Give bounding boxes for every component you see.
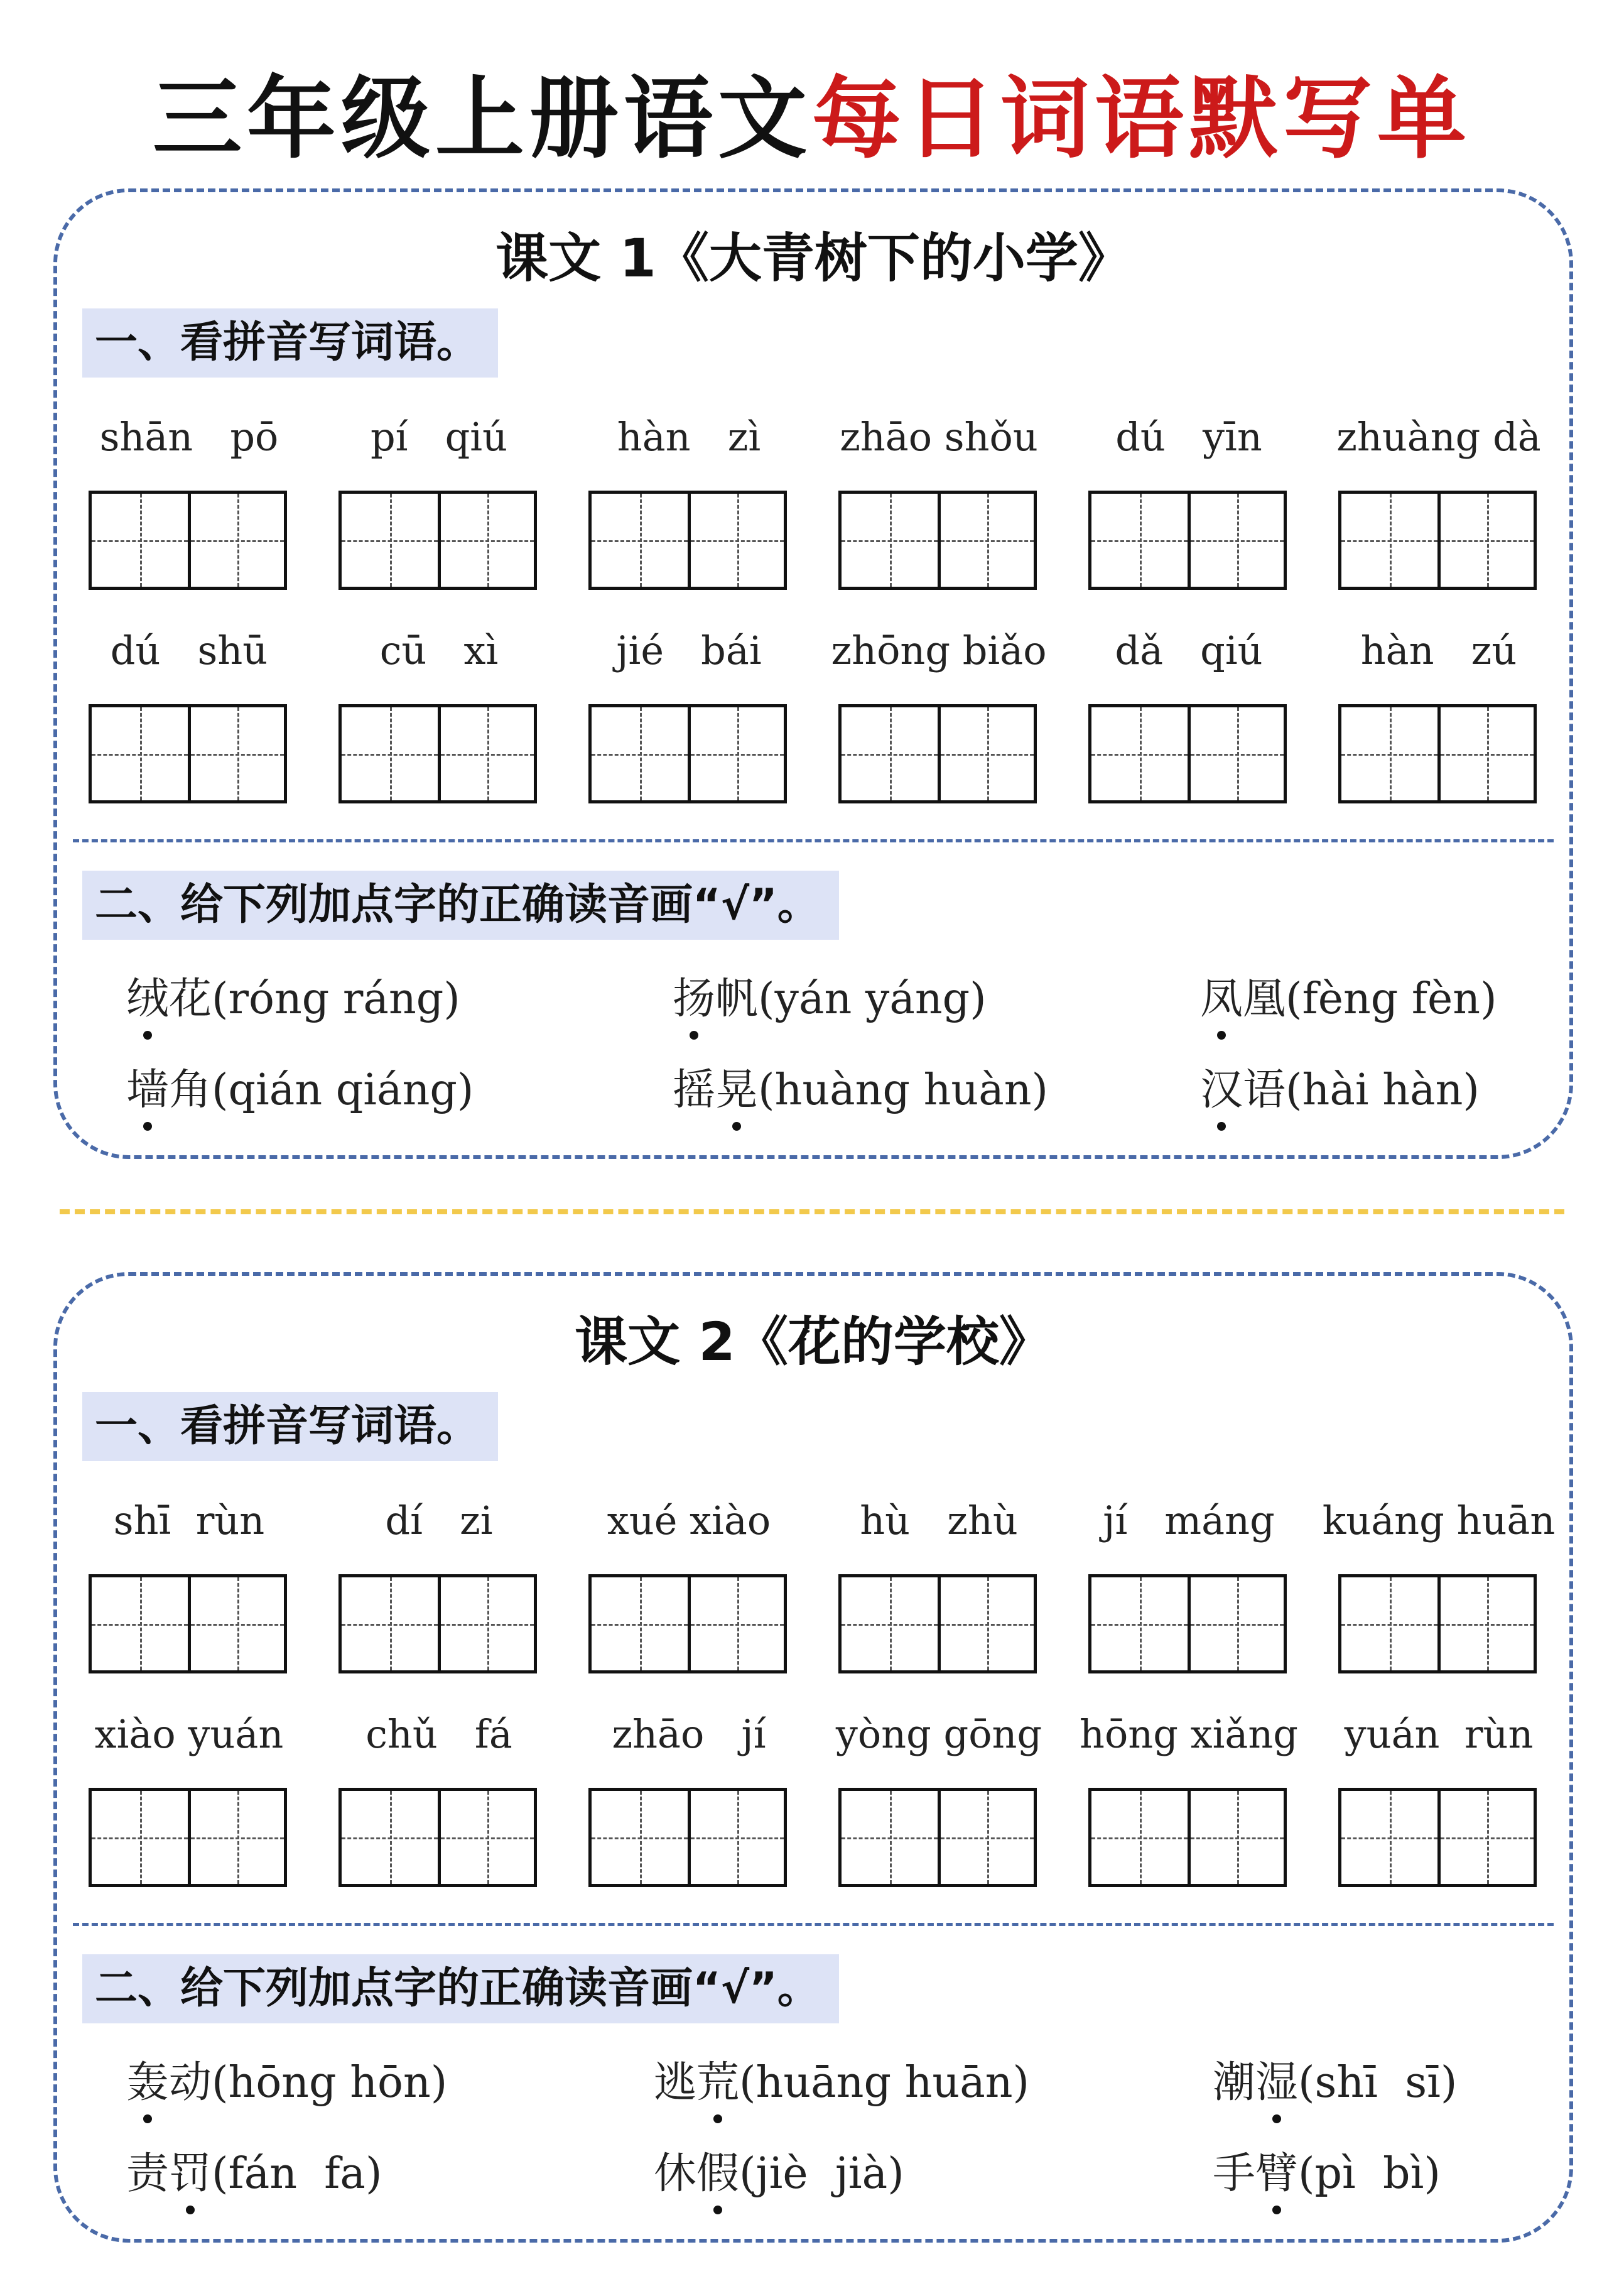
writing-grid[interactable] <box>1088 704 1287 803</box>
reading-row <box>126 968 1539 1043</box>
pinyin: jié bái <box>616 628 762 673</box>
word-cell <box>89 616 290 805</box>
writing-grid[interactable] <box>838 1574 1037 1673</box>
writing-grid[interactable] <box>338 491 537 590</box>
pinyin: chǔ fá <box>365 1711 512 1757</box>
pinyin: zhuàng dà <box>1336 414 1541 460</box>
writing-grid[interactable] <box>588 1574 787 1673</box>
word-row <box>89 403 1539 591</box>
emphasis-dot <box>143 2114 152 2123</box>
word-cell <box>1088 616 1289 805</box>
word-cell <box>338 1486 539 1675</box>
pinyin: hōng xiǎng <box>1080 1711 1298 1757</box>
reading-item[interactable]: 绒花(róng ráng) <box>126 968 460 1043</box>
yellow-separator <box>60 1209 1564 1214</box>
pinyin: dú yīn <box>1115 414 1262 460</box>
writing-grid[interactable] <box>1338 1574 1537 1673</box>
word-row <box>89 1700 1539 1888</box>
word-cell <box>338 1700 539 1888</box>
word-cell <box>1322 1486 1556 1675</box>
pinyin: cū xì <box>379 628 499 673</box>
word-cell <box>1338 1700 1539 1888</box>
writing-grid[interactable] <box>1338 491 1537 590</box>
lesson-title: 课文 1《大青树下的小学》 <box>495 227 1131 289</box>
emphasis-dot <box>690 1031 698 1040</box>
reading-row <box>126 1059 1539 1134</box>
reading-item[interactable]: 轰动(hōng hōn) <box>126 2052 447 2127</box>
writing-grid[interactable] <box>338 704 537 803</box>
writing-grid[interactable] <box>838 491 1037 590</box>
lesson-section-2 <box>53 1272 1573 2243</box>
pinyin: dǎ qiú <box>1115 628 1263 673</box>
word-cell <box>838 1486 1039 1675</box>
reading-item[interactable]: 手臂(pì bì) <box>1213 2143 1441 2218</box>
lesson-title: 课文 2《花的学校》 <box>575 1311 1052 1373</box>
reading-row <box>126 2052 1539 2127</box>
pinyin: kuáng huān <box>1322 1498 1556 1543</box>
word-cell <box>1088 403 1289 591</box>
word-cell <box>831 616 1047 805</box>
part-2-label: 二、给下列加点字的正确读音画“√”。 <box>82 1954 839 2023</box>
pinyin: xiào yuán <box>94 1711 284 1757</box>
pinyin: pí qiú <box>370 414 508 460</box>
emphasis-dot <box>1217 1031 1226 1040</box>
word-cell <box>835 1700 1042 1888</box>
reading-item[interactable]: 逃荒(huāng huān) <box>654 2052 1029 2127</box>
pinyin: yuán rùn <box>1344 1711 1534 1757</box>
writing-grid[interactable] <box>588 704 787 803</box>
writing-grid[interactable] <box>1338 1788 1537 1887</box>
page-title <box>0 63 1624 176</box>
word-cell <box>588 616 789 805</box>
writing-grid[interactable] <box>588 1788 787 1887</box>
writing-grid[interactable] <box>89 491 287 590</box>
pinyin: shān pō <box>99 414 279 460</box>
part-1-label: 一、看拼音写词语。 <box>82 308 498 378</box>
emphasis-dot <box>1272 2206 1281 2214</box>
reading-item[interactable]: 休假(jiè jià) <box>654 2143 904 2218</box>
title-red-part: 每日词语默写单 <box>812 67 1471 171</box>
emphasis-dot <box>713 2206 722 2214</box>
reading-item[interactable]: 墙角(qián qiáng) <box>126 1059 474 1134</box>
pinyin: hàn zú <box>1360 628 1517 673</box>
reading-row <box>126 2143 1539 2218</box>
reading-item[interactable]: 扬帆(yán yáng) <box>673 968 987 1043</box>
writing-grid[interactable] <box>1338 704 1537 803</box>
reading-item[interactable]: 汉语(hài hàn) <box>1200 1059 1480 1134</box>
pinyin: dí zi <box>385 1498 493 1543</box>
writing-grid[interactable] <box>588 491 787 590</box>
word-cell <box>588 1486 789 1675</box>
emphasis-dot <box>1272 2114 1281 2123</box>
word-row <box>89 1486 1556 1675</box>
emphasis-dot <box>713 2114 722 2123</box>
writing-grid[interactable] <box>1088 1788 1287 1887</box>
section-divider <box>73 839 1554 842</box>
word-cell <box>588 403 789 591</box>
writing-grid[interactable] <box>838 1788 1037 1887</box>
writing-grid[interactable] <box>1088 1574 1287 1673</box>
pinyin: xué xiào <box>607 1498 771 1543</box>
emphasis-dot <box>143 1122 152 1131</box>
writing-grid[interactable] <box>838 704 1037 803</box>
reading-item[interactable]: 责罚(fán fa) <box>126 2143 382 2218</box>
writing-grid[interactable] <box>1088 491 1287 590</box>
writing-grid[interactable] <box>338 1788 537 1887</box>
emphasis-dot <box>186 2206 195 2214</box>
pinyin: yòng gōng <box>835 1711 1042 1757</box>
word-cell <box>89 403 290 591</box>
emphasis-dot <box>1217 1122 1226 1131</box>
title-black-part: 三年级上册语文 <box>153 67 812 171</box>
word-cell <box>1338 616 1539 805</box>
reading-item[interactable]: 摇晃(huàng huàn) <box>673 1059 1048 1134</box>
pinyin: zhāo shǒu <box>840 414 1038 460</box>
word-cell <box>338 616 539 805</box>
lesson-section-1 <box>53 188 1573 1159</box>
pinyin: shī rùn <box>113 1498 265 1543</box>
section-divider <box>73 1923 1554 1926</box>
word-cell <box>1338 403 1539 591</box>
emphasis-dot <box>143 1031 152 1040</box>
emphasis-dot <box>732 1122 741 1131</box>
writing-grid[interactable] <box>338 1574 537 1673</box>
word-cell <box>1080 1700 1298 1888</box>
pinyin: dú shū <box>110 628 268 673</box>
writing-grid[interactable] <box>89 704 287 803</box>
pinyin: jí máng <box>1103 1498 1275 1543</box>
word-cell <box>838 403 1039 591</box>
reading-item[interactable]: 潮湿(shī sī) <box>1213 2052 1457 2127</box>
word-cell <box>89 1700 290 1888</box>
word-row <box>89 616 1539 805</box>
part-2-label: 二、给下列加点字的正确读音画“√”。 <box>82 871 839 940</box>
writing-grid[interactable] <box>89 1574 287 1673</box>
pinyin: zhāo jí <box>612 1711 766 1757</box>
word-cell <box>89 1486 290 1675</box>
pinyin: zhōng biǎo <box>831 628 1047 673</box>
word-cell <box>338 403 539 591</box>
pinyin: hàn zì <box>617 414 761 460</box>
word-cell <box>1088 1486 1289 1675</box>
pinyin: hù zhù <box>860 1498 1018 1543</box>
writing-grid[interactable] <box>89 1788 287 1887</box>
reading-item[interactable]: 凤凰(fèng fèn) <box>1200 968 1497 1043</box>
word-cell <box>588 1700 789 1888</box>
part-1-label: 一、看拼音写词语。 <box>82 1392 498 1461</box>
